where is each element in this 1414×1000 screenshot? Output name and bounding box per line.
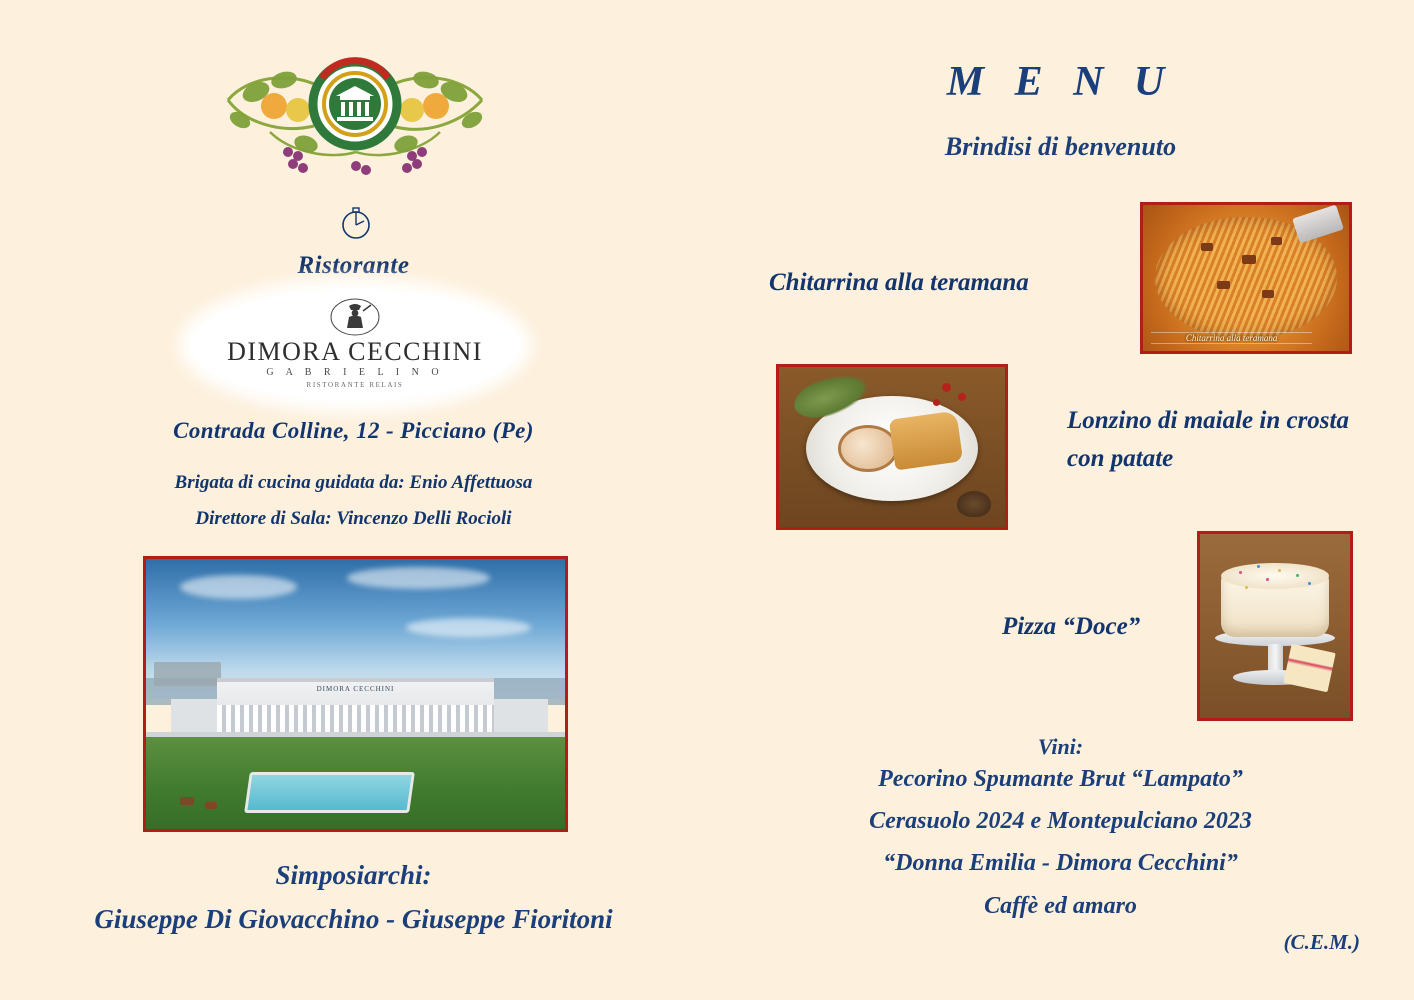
sprinkle: [1308, 582, 1311, 585]
logo-name: DIMORA CECCHINI: [227, 337, 483, 366]
sprinkle: [1278, 569, 1281, 572]
logo-subtitle: G A B R I E L I N O: [266, 367, 444, 378]
ragu-piece: [1201, 243, 1213, 251]
simposiarchi-title: Simposiarchi:: [275, 860, 432, 890]
cloud: [347, 567, 489, 589]
pork-loin-slice: [838, 425, 898, 473]
ragu-piece: [1217, 281, 1230, 289]
page-title: M E N U: [946, 59, 1175, 105]
vini-title: Vini:: [1037, 734, 1084, 759]
signature-cem: (C.E.M.): [1283, 930, 1360, 954]
berry-garnish: [942, 383, 951, 392]
sprinkle: [1239, 571, 1242, 574]
ragu-piece: [1271, 237, 1282, 245]
chitarrina-alla-teramana-photo: [1140, 202, 1352, 354]
hilltop-town: [154, 662, 221, 686]
ragu-piece: [1262, 290, 1274, 298]
villa-sign-text: DIMORA CECCHINI: [316, 684, 395, 693]
ristorante-label: Ristorante: [297, 252, 410, 279]
cake-top: [1221, 563, 1329, 589]
berry-garnish: [958, 393, 966, 401]
logo-tagline: RISTORANTE RELAIS: [306, 381, 404, 389]
vino-line-3: “Donna Emilia - Dimora Cecchini”: [883, 850, 1238, 876]
vino-line-1: Pecorino Spumante Brut “Lampato”: [878, 766, 1243, 792]
ragu-piece: [1242, 255, 1256, 264]
simposiarchi-names: Giuseppe Di Giovacchino - Giuseppe Fioritoni: [94, 904, 613, 934]
restaurant-logo: [190, 289, 520, 401]
brigata-di-cucina: Brigata di cucina guidata da: Enio Affettuosa: [174, 472, 533, 493]
direttore-di-sala: Direttore di Sala: Vincenzo Delli Rocioli: [195, 508, 512, 529]
sprinkle: [1245, 586, 1248, 589]
berry-garnish: [933, 399, 940, 406]
villa-exterior-photo: [143, 556, 568, 832]
dog: [205, 802, 217, 809]
pine-cone: [957, 491, 991, 517]
brindisi-line: Brindisi di benvenuto: [944, 132, 1177, 161]
photo-caption: Chitarrina alla teramana: [1151, 332, 1312, 344]
lonzino-di-maiale-in-crosta-photo: [776, 364, 1008, 530]
dish-label-chitarrina: Chitarrina alla teramana: [769, 269, 1029, 296]
restaurant-address: Contrada Colline, 12 - Picciano (Pe): [173, 418, 534, 443]
dog: [180, 797, 194, 805]
vino-line-2: Cerasuolo 2024 e Montepulciano 2023: [869, 808, 1252, 834]
swimming-pool: [244, 772, 415, 813]
chef-silhouette-logo-icon: [329, 297, 381, 337]
vino-line-4: Caffè ed amaro: [984, 893, 1137, 919]
dish-label-lonzino: Lonzino di maiale in crosta con patate: [1067, 407, 1349, 472]
pastry-crust: [889, 411, 963, 471]
compass-clock-icon: [338, 206, 374, 242]
dish-label-pizza-doce: Pizza “Doce”: [1002, 613, 1141, 640]
pizza-doce-cake-photo: [1197, 531, 1353, 721]
accademia-crest-icon: [210, 48, 500, 188]
